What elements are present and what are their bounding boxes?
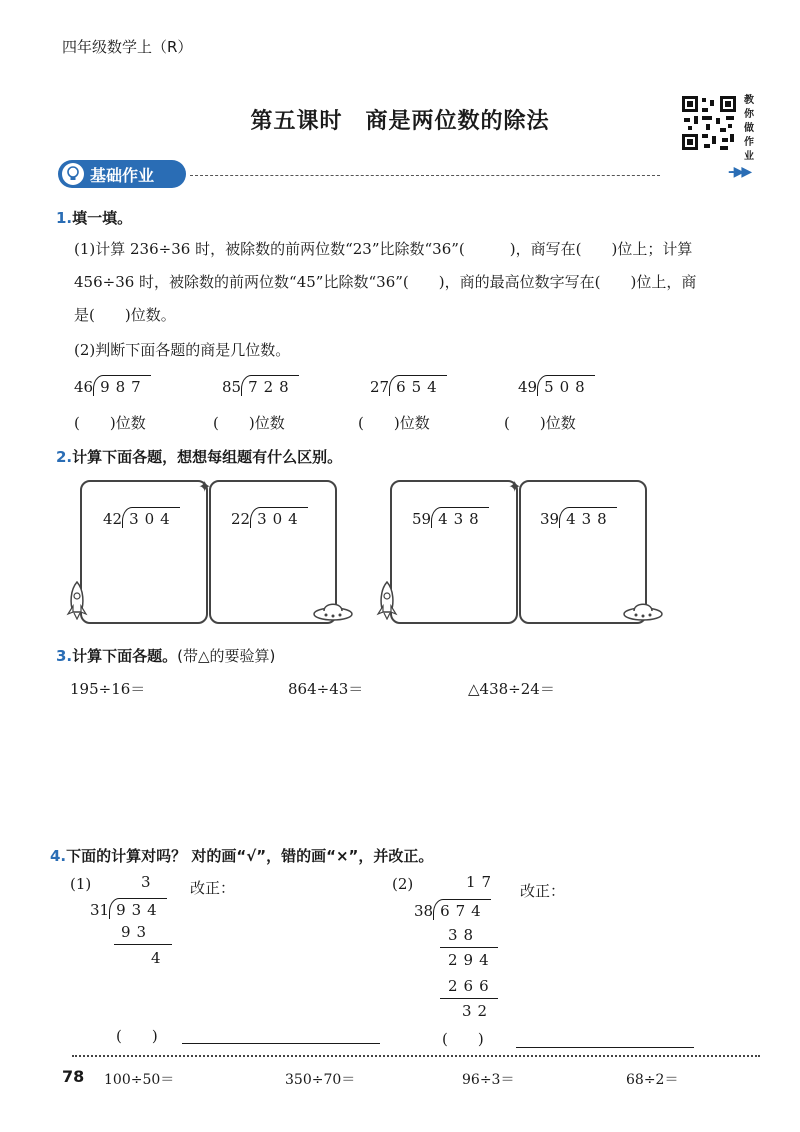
q2-division-3: 59 438 xyxy=(412,507,489,528)
q4-p1-quotient: 3 xyxy=(141,873,151,891)
q1-answer-4[interactable]: ( )位数 xyxy=(504,414,576,432)
q1-p1-line1: (1)计算 236÷36 时，被除数的前两位数“23”比除数“36”( )，商写在( )位上；计算 xyxy=(74,240,693,258)
q3-title: 3.计算下面各题。(带△的要验算) xyxy=(56,647,276,665)
q1-division-3: 27 654 xyxy=(370,375,447,396)
q4-p2-quotient: 17 xyxy=(466,873,498,891)
q4-p1-correction-line[interactable] xyxy=(182,1043,380,1044)
qr-code[interactable] xyxy=(680,94,738,152)
q4-p1-remainder: 4 xyxy=(151,949,161,967)
q4-p2-step2: 294 xyxy=(448,951,495,969)
q4-p2-correction-line[interactable] xyxy=(516,1047,694,1048)
q4-p2-remainder: 32 xyxy=(462,1002,494,1020)
footer-problem-3: 96÷3＝ xyxy=(462,1072,515,1088)
q4-p1-division: 31 934 xyxy=(90,898,167,919)
lesson-title: 第五课时 商是两位数的除法 xyxy=(250,109,550,134)
q4-title: 4.下面的计算对吗？ 对的画“√”，错的画“×”，并改正。 xyxy=(50,847,434,865)
star-icon: ✦ xyxy=(198,477,212,496)
q1-division-1: 46 987 xyxy=(74,375,151,396)
lightbulb-icon xyxy=(62,163,84,185)
q3-note: (带△的要验算) xyxy=(177,647,276,665)
q1-p2: (2)判断下面各题的商是几位数。 xyxy=(74,341,291,359)
q4-p1-answer[interactable]: ( ) xyxy=(116,1027,158,1045)
q4-p2-rule-1 xyxy=(440,947,498,948)
q3-problem-3: △438÷24＝ xyxy=(468,680,555,698)
q1-answer-3[interactable]: ( )位数 xyxy=(358,414,430,432)
footer-divider xyxy=(72,1055,760,1057)
double-arrow-icon: ‑‑▶▶ xyxy=(728,164,750,180)
q2-division-1: 42 304 xyxy=(103,507,180,528)
q1-answer-2[interactable]: ( )位数 xyxy=(213,414,285,432)
q3-problem-1: 195÷16＝ xyxy=(70,680,146,698)
footer-problem-2: 350÷70＝ xyxy=(285,1072,356,1088)
q2-division-2: 22 304 xyxy=(231,507,308,528)
q4-p2-step1: 38 xyxy=(448,926,480,944)
q3-problem-2: 864÷43＝ xyxy=(288,680,364,698)
q1-division-2: 85 728 xyxy=(222,375,299,396)
section-divider xyxy=(190,175,660,176)
footer-problem-4: 68÷2＝ xyxy=(626,1072,679,1088)
q4-p2-step3: 266 xyxy=(448,977,495,995)
q4-p1-step1: 93 xyxy=(121,923,153,941)
ufo-icon xyxy=(622,598,664,624)
section-label: 基础作业 xyxy=(90,165,155,185)
star-icon: ✦ xyxy=(508,477,522,496)
q4-p1-correct-label: 改正： xyxy=(190,879,236,897)
q2-frame-3[interactable] xyxy=(390,480,518,624)
rocket-icon xyxy=(374,580,400,620)
q4-p2-rule-2 xyxy=(440,998,498,999)
q4-p1-label: (1) xyxy=(70,875,92,893)
q4-p2-correct-label: 改正： xyxy=(520,882,566,900)
q4-p2-division: 38 674 xyxy=(414,899,491,920)
qr-label: 教你做作业 xyxy=(744,95,754,162)
rocket-icon xyxy=(64,580,90,620)
q1-title: 1.填一填。 xyxy=(56,209,133,227)
q4-p1-rule xyxy=(114,944,172,945)
page-number: 78 xyxy=(62,1067,85,1086)
q1-answer-1[interactable]: ( )位数 xyxy=(74,414,146,432)
footer-problem-1: 100÷50＝ xyxy=(104,1072,175,1088)
q2-title: 2.计算下面各题，想想每组题有什么区别。 xyxy=(56,448,343,466)
q2-division-4: 39 438 xyxy=(540,507,617,528)
section-badge xyxy=(58,160,186,188)
q4-p2-answer[interactable]: ( ) xyxy=(442,1030,484,1048)
q1-division-4: 49 508 xyxy=(518,375,595,396)
q1-p1-line2: 456÷36 时，被除数的前两位数“45”比除数“36”( )，商的最高位数字写在( )位上，商 xyxy=(74,273,697,291)
ufo-icon xyxy=(312,598,354,624)
q4-p2-label: (2) xyxy=(392,875,414,893)
q1-p1-line3: 是( )位数。 xyxy=(74,306,176,324)
q2-frame-1[interactable] xyxy=(80,480,208,624)
book-title: 四年级数学上（R） xyxy=(62,38,193,56)
